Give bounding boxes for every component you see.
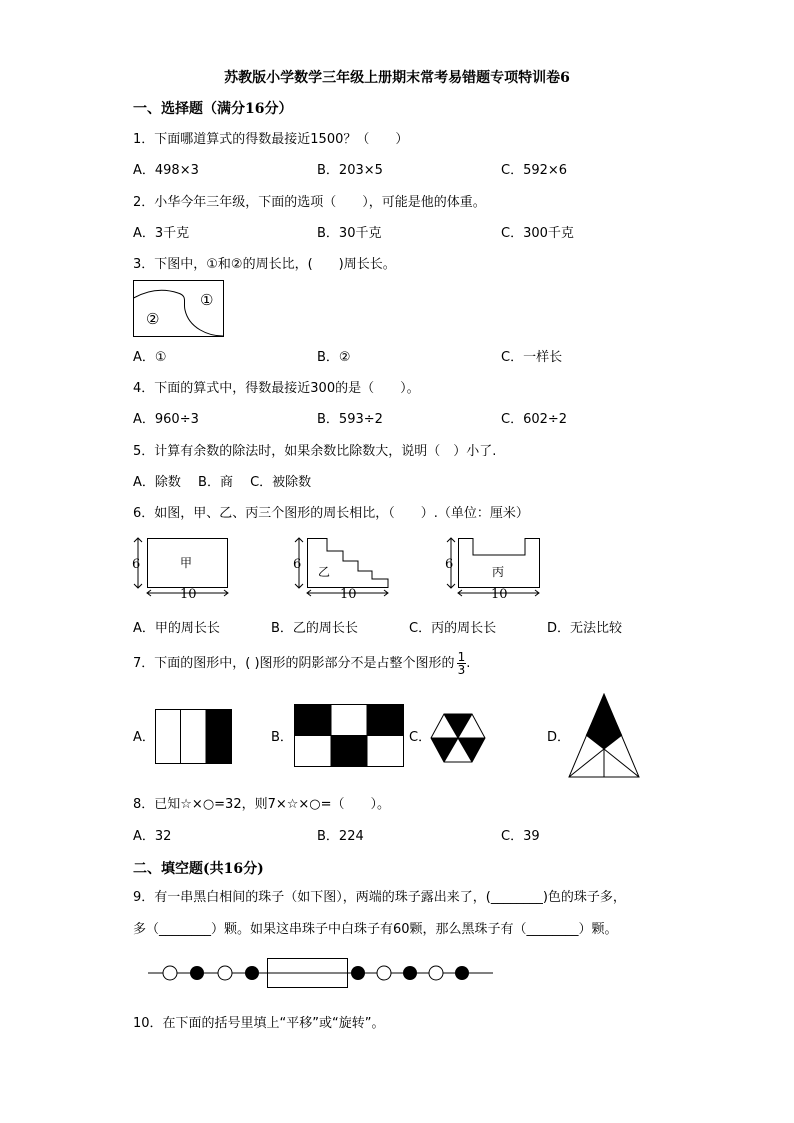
label-jia: 甲 <box>180 556 193 570</box>
svg-text:10: 10 <box>491 587 508 602</box>
region-2-label: ② <box>146 310 160 328</box>
label-yi: 乙 <box>318 565 331 579</box>
figure-yi <box>293 538 388 602</box>
question-2: 2．小华今年三年级，下面的选项（ ），可能是他的体重。 <box>133 195 486 210</box>
svg-text:6: 6 <box>445 557 454 572</box>
q7-figure-a <box>155 709 233 765</box>
q8-option-b: B．224 <box>317 829 364 844</box>
question-5: 5．计算有余数的除法时，如果余数比除数大，说明（ ）小了. <box>133 444 497 459</box>
question-6: 6．如图，甲、乙、丙三个图形的周长相比，（ ）.（单位：厘米） <box>133 506 529 521</box>
page-title: 苏教版小学数学三年级上册期末常考易错题专项特训卷6 <box>224 70 570 86</box>
region-1-label: ① <box>200 291 214 309</box>
q4-option-b: B．593÷2 <box>317 412 383 427</box>
q2-option-c: C．300千克 <box>501 226 574 241</box>
question-10: 10．在下面的括号里填上“平移”或“旋转”。 <box>133 1016 385 1031</box>
q5-options: A．除数 B．商 C．被除数 <box>133 475 312 490</box>
q7-option-a: A． <box>133 730 155 745</box>
section-heading-fill: 二、填空题(共16分) <box>133 861 264 877</box>
black-bead <box>403 966 417 980</box>
q6-option-b: B．乙的周长长 <box>271 621 358 636</box>
q7-option-b: B． <box>271 730 293 745</box>
black-bead <box>351 966 365 980</box>
q3-option-b: B．② <box>317 350 351 365</box>
svg-text:10: 10 <box>180 587 197 602</box>
q7-figure-d <box>568 693 640 779</box>
svg-text:10: 10 <box>340 587 357 602</box>
figure-bing <box>445 538 540 602</box>
question-1: 1．下面哪道算式的得数最接近1500？（ ） <box>133 132 409 147</box>
q3-figure <box>133 280 225 338</box>
section-heading-choice: 一、选择题（满分16分） <box>133 101 293 117</box>
question-8: 8．已知☆×○=32，则7×☆×○=（ ）。 <box>133 797 391 812</box>
white-bead <box>429 966 443 980</box>
q1-option-a: A．498×3 <box>133 163 199 178</box>
q4-option-c: C．602÷2 <box>501 412 568 427</box>
q3-option-c: C．一样长 <box>501 350 563 365</box>
white-bead <box>377 966 391 980</box>
q8-option-c: C．39 <box>501 829 540 844</box>
svg-text:6: 6 <box>293 557 302 572</box>
q2-option-b: B．30千克 <box>317 226 382 241</box>
q3-option-a: A．① <box>133 350 167 365</box>
black-bead <box>190 966 204 980</box>
question-3: 3．下图中，①和②的周长比，( )周长长。 <box>133 257 396 272</box>
label-bing: 丙 <box>492 565 505 579</box>
q6-option-d: D．无法比较 <box>547 621 623 636</box>
question-9-line-2: 多（________）颗。如果这串珠子中白珠子有60颗，那么黑珠子有（________）颗。 <box>133 922 618 937</box>
q1-option-b: B．203×5 <box>317 163 383 178</box>
q8-option-a: A．32 <box>133 829 172 844</box>
q7-option-c: C． <box>409 730 432 745</box>
q7-figure-c <box>430 713 486 763</box>
white-bead <box>218 966 232 980</box>
q6-option-a: A．甲的周长长 <box>133 621 220 636</box>
q6-figures <box>130 533 550 603</box>
black-bead <box>245 966 259 980</box>
q6-option-c: C．丙的周长长 <box>409 621 497 636</box>
black-bead <box>455 966 469 980</box>
question-4: 4．下面的算式中，得数最接近300的是（ ）。 <box>133 381 420 396</box>
svg-text:6: 6 <box>132 557 141 572</box>
q1-option-c: C．592×6 <box>501 163 568 178</box>
question-9-line-1: 9．有一串黑白相间的珠子（如下图），两端的珠子露出来了，(________)色的珠子多， <box>133 890 626 905</box>
q7-figure-b <box>294 704 405 768</box>
q7-option-d: D． <box>547 730 571 745</box>
bead-string-figure <box>148 955 494 991</box>
figure-jia <box>132 538 228 602</box>
fraction-one-third: $\frac{1}{3}$ <box>457 650 466 677</box>
white-bead <box>163 966 177 980</box>
q2-option-a: A．3千克 <box>133 226 190 241</box>
q4-option-a: A．960÷3 <box>133 412 199 427</box>
question-7: 7．下面的图形中，( )图形的阴影部分不是占整个图形的 $\frac{1}{3}$ . <box>133 650 471 677</box>
